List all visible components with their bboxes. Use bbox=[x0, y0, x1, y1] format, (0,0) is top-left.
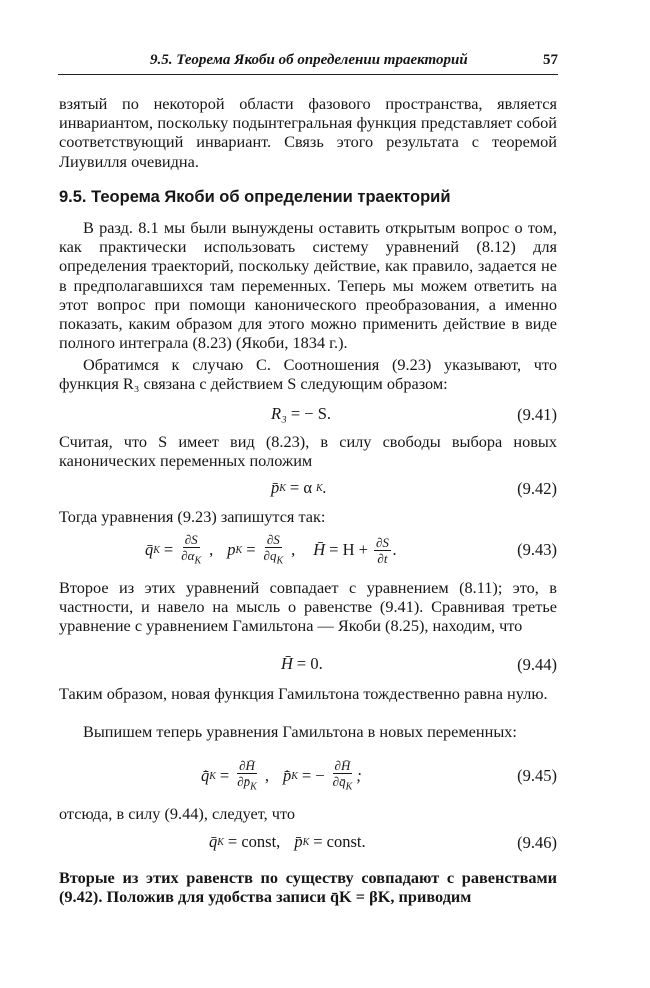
eq3-f3-den: ∂t bbox=[377, 550, 388, 566]
eq3-q-sub: K bbox=[153, 544, 160, 556]
eq5-f1-num: ∂H̄ bbox=[239, 757, 255, 773]
eq2-number: (9.42) bbox=[517, 479, 557, 498]
eq3-eq: = bbox=[163, 540, 174, 559]
eq3-f2-den-sub: K bbox=[276, 555, 284, 567]
eq5-p: p̄̇ bbox=[282, 766, 292, 785]
eq3-sep2: , bbox=[291, 540, 296, 559]
eq5-f2-den-sub: K bbox=[345, 781, 353, 793]
eq5-sep: , bbox=[264, 766, 269, 785]
eq3-f2-den: ∂q bbox=[263, 547, 277, 563]
eq1-number: (9.41) bbox=[517, 405, 557, 424]
eq1-rhs: = − S. bbox=[290, 404, 331, 423]
eq3-sep: , bbox=[209, 540, 214, 559]
eq5-eq2: = − bbox=[301, 766, 325, 785]
eq5-p-sub: K bbox=[291, 770, 298, 782]
eq3-number: (9.43) bbox=[517, 540, 557, 559]
running-header bbox=[58, 50, 558, 72]
eq4-lhs: H̄ bbox=[281, 654, 293, 673]
equation-9-46 bbox=[59, 826, 557, 858]
section-heading: 9.5. Теорема Якоби об определении траекторий bbox=[59, 188, 451, 206]
paragraph-6: Таким образом, новая функция Гамильтона тождественно равна нулю. bbox=[59, 684, 548, 703]
header-title: 9.5. Теорема Якоби об определении траекторий bbox=[150, 52, 468, 68]
eq3-f1-den-sub: K bbox=[194, 555, 202, 567]
eq3-p-sub: K bbox=[235, 544, 243, 556]
paragraph-9: Вторые из этих равенств по существу совпадают с равенствами (9.42). Положив для удобства записи q̄K = βK, приводим bbox=[59, 868, 557, 907]
eq6-lhs2: p̄ bbox=[294, 832, 303, 851]
header-rule bbox=[58, 74, 558, 75]
eq3-q: q̄ bbox=[145, 540, 154, 559]
eq6-rhs1: = const, bbox=[227, 832, 281, 851]
eq5-f1-den: ∂p̄ bbox=[237, 773, 251, 789]
eq3-f2-num: ∂S bbox=[266, 531, 280, 547]
eq6-sub1: K bbox=[217, 836, 224, 848]
eq5-eq: = bbox=[219, 766, 230, 785]
eq3-eq2: = bbox=[246, 540, 256, 559]
eq1-lhs: R₃ bbox=[271, 404, 287, 423]
eq5-end: ; bbox=[356, 766, 362, 785]
eq4-number: (9.44) bbox=[517, 655, 557, 674]
eq3-end: . bbox=[392, 540, 398, 559]
eq3-frac1 bbox=[179, 532, 203, 569]
equation-9-45 bbox=[59, 756, 557, 796]
eq3-h-rhs: = H + bbox=[329, 540, 368, 559]
eq5-f2-num: ∂H̄ bbox=[334, 757, 351, 773]
equation-9-41 bbox=[59, 398, 557, 430]
eq2-rhs: = α bbox=[289, 478, 312, 497]
eq6-lhs1: q̄ bbox=[209, 832, 218, 851]
eq3-frac2 bbox=[262, 532, 286, 569]
paragraph-2: Обратимся к случаю С. Соотношения (9.23) указывают, что функция R₃ связана с действием S следующим образом: bbox=[59, 355, 557, 394]
eq3-f1-num: ∂S bbox=[184, 531, 198, 547]
eq5-f1-den-sub: K bbox=[250, 781, 257, 793]
eq5-number: (9.45) bbox=[517, 766, 557, 785]
equation-9-44 bbox=[59, 648, 557, 680]
paragraph-8: отсюда, в силу (9.44), следует, что bbox=[59, 804, 296, 823]
eq5-q-sub: K bbox=[209, 770, 216, 782]
eq4-rhs: = 0. bbox=[296, 654, 323, 673]
page-number: 57 bbox=[543, 52, 558, 68]
eq6-sub2: K bbox=[302, 836, 310, 848]
intro-paragraph: взятый по некоторой области фазового пространства, является инвариантом, поскольку подынтегральная функция представляет собой соответствующий инвариант. Связь этого результата с теоремой Лиувилля очевидна. bbox=[59, 94, 557, 171]
eq5-frac1 bbox=[235, 758, 259, 795]
eq5-frac2 bbox=[331, 758, 355, 795]
eq2-end: . bbox=[322, 478, 327, 497]
eq3-h: H̄ bbox=[313, 540, 326, 559]
eq5-f2-den: ∂q̄ bbox=[332, 773, 346, 789]
eq3-frac3 bbox=[374, 535, 391, 566]
paragraph-4: Тогда уравнения (9.23) запишутся так: bbox=[59, 507, 326, 526]
eq3-p: p bbox=[227, 540, 236, 559]
eq6-rhs2: = const. bbox=[313, 832, 366, 851]
eq3-f3-num: ∂S bbox=[375, 534, 389, 550]
paragraph-1: В разд. 8.1 мы были вынуждены оставить открытым вопрос о том, как практически использовать систему уравнений (8.12) для определения траекторий, поскольку действие, как правило, задается не в предполагавшихся там переменных. Теперь мы можем ответить на этот вопрос при помощи канонического преобразования, а именно показать, каким образом для этого можно применить действие в виде полного интеграла (8.23) (Якоби, 1834 г.). bbox=[59, 218, 557, 353]
eq2-sub: K bbox=[279, 482, 286, 494]
paragraph-3: Считая, что S имеет вид (8.23), в силу свободы выбора новых канонических переменных положим bbox=[59, 432, 557, 471]
equation-9-43 bbox=[59, 530, 557, 570]
eq5-q: q̄̇ bbox=[201, 766, 210, 785]
eq2-lhs: p̄ bbox=[271, 478, 280, 497]
equation-9-42 bbox=[59, 472, 557, 504]
paragraph-5: Второе из этих уравнений совпадает с уравнением (8.11); это, в частности, и навело на мысль о равенстве (9.41). Сравнивая третье уравнение с уравнением Гамильтона — Якоби (8.25), находим, что bbox=[59, 578, 557, 636]
eq2-rhs-sub: K bbox=[316, 482, 323, 494]
paragraph-7: Выпишем теперь уравнения Гамильтона в новых переменных: bbox=[83, 722, 517, 741]
eq3-f1-den: ∂α bbox=[181, 547, 195, 563]
eq6-number: (9.46) bbox=[517, 833, 557, 852]
